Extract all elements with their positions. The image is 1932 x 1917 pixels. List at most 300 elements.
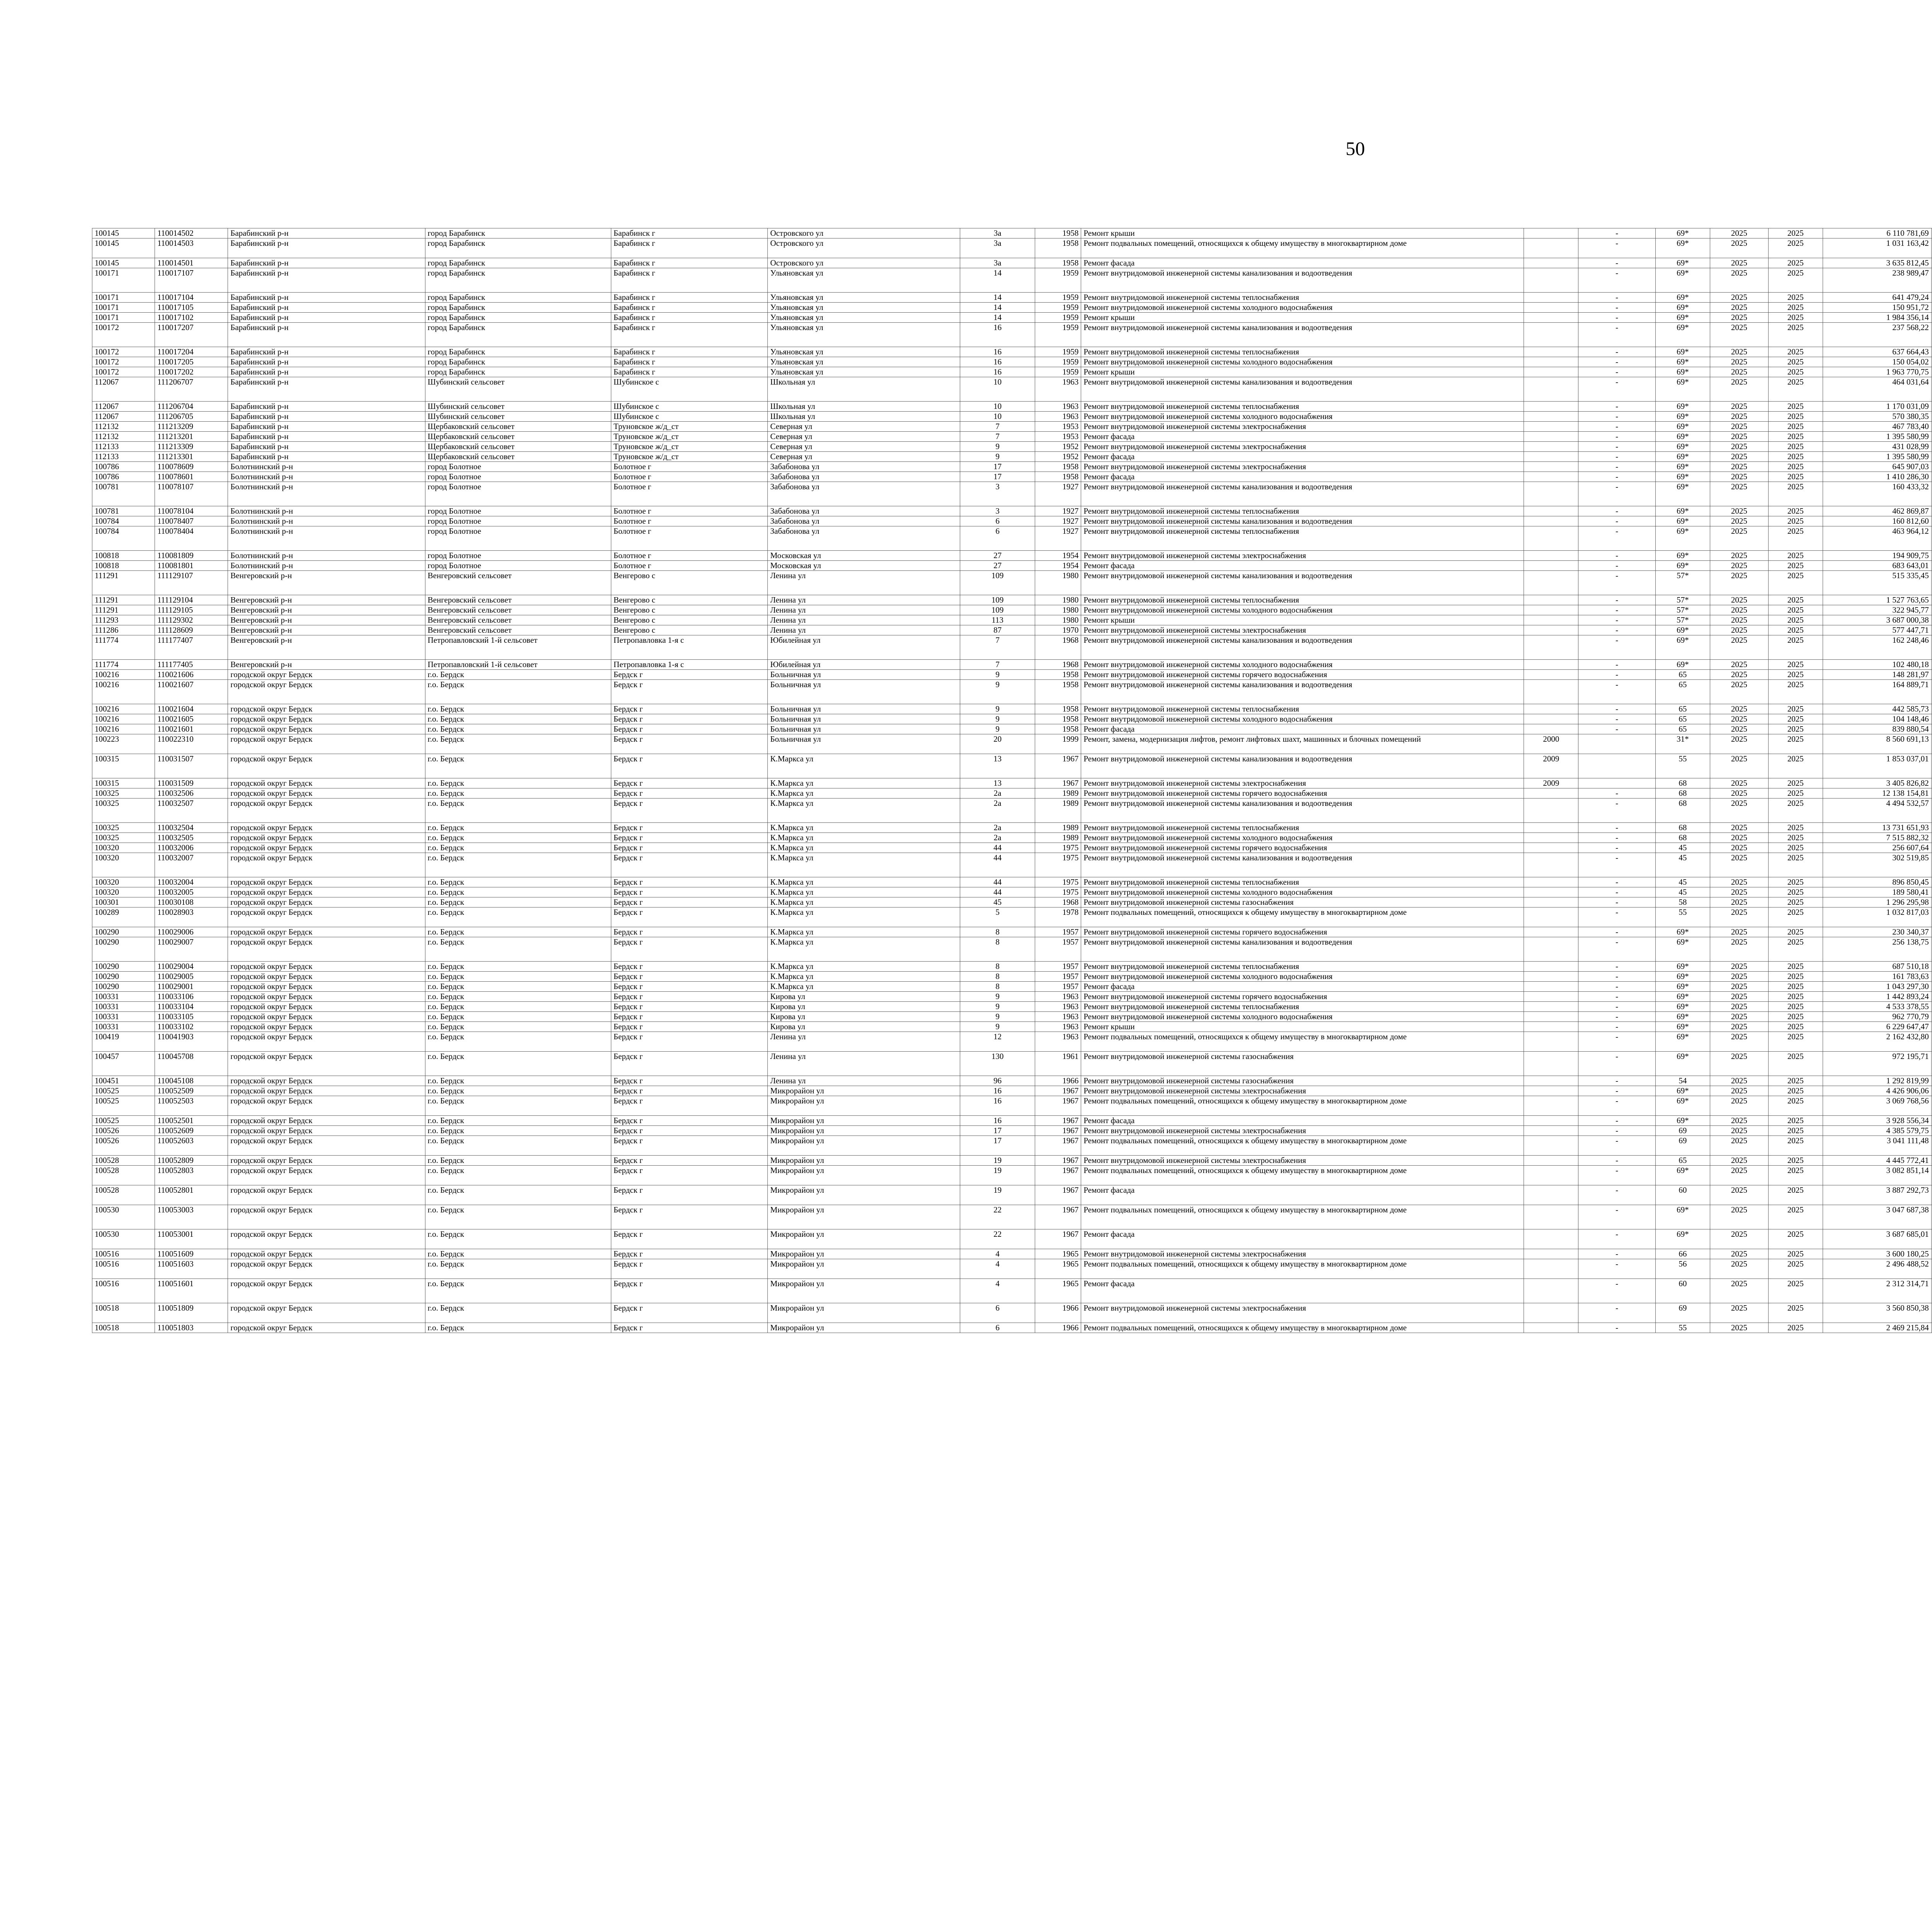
cell-house-id: 100331 [92, 1002, 155, 1012]
cell-house-id: 100325 [92, 788, 155, 798]
cell-plan-year-end: 2025 [1769, 323, 1823, 347]
cell-plan-year-end: 2025 [1769, 798, 1823, 823]
cell-plan-year-end: 2025 [1769, 982, 1823, 992]
cell-dash-mark: - [1578, 462, 1656, 472]
cell-dash-mark: - [1578, 660, 1656, 670]
cell-plan-year-start: 2025 [1710, 551, 1768, 561]
cell-street: Северная ул [768, 442, 960, 452]
cell-wear-percent: 69* [1656, 313, 1710, 323]
cell-work-type: Ремонт внутридомовой инженерной системы канализования и водоотведения [1081, 516, 1524, 526]
cell-dash-mark: - [1578, 605, 1656, 615]
cell-house-number: 17 [960, 1126, 1035, 1136]
cell-work-type: Ремонт внутридомовой инженерной системы горячего водоснабжения [1081, 670, 1524, 680]
cell-wear-percent: 65 [1656, 1156, 1710, 1166]
cell-dash-mark: - [1578, 442, 1656, 452]
cell-last-repair-year [1524, 680, 1578, 704]
cell-district: Барабинский р-н [228, 452, 425, 462]
cell-commission-year: 1959 [1035, 357, 1081, 367]
cell-plan-year-start: 2025 [1710, 432, 1768, 442]
cell-plan-year-start: 2025 [1710, 412, 1768, 422]
cell-street: Московская ул [768, 551, 960, 561]
cell-wear-percent: 69* [1656, 962, 1710, 972]
cell-plan-year-end: 2025 [1769, 1012, 1823, 1022]
table-row [92, 1185, 1932, 1205]
cell-district: Барабинский р-н [228, 422, 425, 432]
cell-total-cost: 150 951,72 [1823, 303, 1931, 313]
cell-municipality: г.о. Бердск [425, 887, 611, 897]
cell-house-number: 19 [960, 1166, 1035, 1185]
cell-plan-year-start: 2025 [1710, 561, 1768, 571]
cell-street: Юбилейная ул [768, 660, 960, 670]
cell-plan-year-end: 2025 [1769, 412, 1823, 422]
cell-last-repair-year [1524, 877, 1578, 887]
cell-street: Микрорайон ул [768, 1185, 960, 1205]
cell-last-repair-year [1524, 992, 1578, 1002]
table-row [92, 268, 1932, 293]
cell-plan-year-end: 2025 [1769, 714, 1823, 724]
cell-locality: Бердск г [611, 1279, 767, 1303]
cell-wear-percent: 31* [1656, 734, 1710, 754]
cell-dash-mark: - [1578, 561, 1656, 571]
cell-plan-year-start: 2025 [1710, 1052, 1768, 1076]
cell-district: городской округ Бердск [228, 877, 425, 887]
cell-house-id: 100451 [92, 1076, 155, 1086]
cell-house-id: 100818 [92, 551, 155, 561]
cell-commission-year: 1963 [1035, 992, 1081, 1002]
cell-dash-mark: - [1578, 1166, 1656, 1185]
cell-district: Барабинский р-н [228, 412, 425, 422]
cell-wear-percent: 56 [1656, 1259, 1710, 1279]
cell-commission-year: 1967 [1035, 754, 1081, 778]
cell-total-cost: 13 731 651,93 [1823, 823, 1931, 833]
cell-work-id: 110052609 [155, 1126, 228, 1136]
cell-wear-percent: 69* [1656, 992, 1710, 1002]
table-row [92, 1116, 1932, 1126]
cell-commission-year: 1965 [1035, 1279, 1081, 1303]
cell-house-number: 7 [960, 635, 1035, 660]
cell-work-id: 110052801 [155, 1185, 228, 1205]
cell-house-number: 4 [960, 1249, 1035, 1259]
cell-plan-year-start: 2025 [1710, 1096, 1768, 1116]
cell-street: Кирова ул [768, 1012, 960, 1022]
cell-work-type: Ремонт внутридомовой инженерной системы холодного водоснабжения [1081, 972, 1524, 982]
cell-last-repair-year [1524, 788, 1578, 798]
cell-dash-mark: - [1578, 992, 1656, 1002]
cell-locality: Бердск г [611, 887, 767, 897]
cell-last-repair-year [1524, 452, 1578, 462]
table-row [92, 714, 1932, 724]
cell-commission-year: 1927 [1035, 526, 1081, 551]
cell-house-id: 100781 [92, 482, 155, 506]
cell-work-type: Ремонт внутридомовой инженерной системы холодного водоснабжения [1081, 605, 1524, 615]
cell-house-id: 100419 [92, 1032, 155, 1052]
cell-total-cost: 189 580,41 [1823, 887, 1931, 897]
cell-plan-year-end: 2025 [1769, 635, 1823, 660]
cell-locality: Болотное г [611, 482, 767, 506]
cell-work-id: 110051609 [155, 1249, 228, 1259]
cell-plan-year-start: 2025 [1710, 843, 1768, 853]
cell-municipality: г.о. Бердск [425, 907, 611, 927]
cell-district: Венгеровский р-н [228, 625, 425, 635]
cell-dash-mark: - [1578, 595, 1656, 605]
cell-work-id: 110041903 [155, 1032, 228, 1052]
cell-dash-mark: - [1578, 1076, 1656, 1086]
cell-dash-mark: - [1578, 1022, 1656, 1032]
table-row [92, 833, 1932, 843]
cell-dash-mark: - [1578, 1032, 1656, 1052]
cell-house-id: 100325 [92, 798, 155, 823]
cell-locality: Петропавловка 1-я с [611, 635, 767, 660]
cell-last-repair-year [1524, 1323, 1578, 1333]
cell-last-repair-year [1524, 625, 1578, 635]
cell-house-id: 100171 [92, 293, 155, 303]
cell-work-id: 110029006 [155, 927, 228, 937]
cell-house-id: 100331 [92, 1022, 155, 1032]
cell-plan-year-end: 2025 [1769, 472, 1823, 482]
cell-work-type: Ремонт внутридомовой инженерной системы холодного водоснабжения [1081, 412, 1524, 422]
cell-wear-percent: 60 [1656, 1185, 1710, 1205]
cell-wear-percent: 69* [1656, 347, 1710, 357]
cell-house-number: 4 [960, 1259, 1035, 1279]
cell-total-cost: 462 869,87 [1823, 506, 1931, 516]
cell-plan-year-end: 2025 [1769, 526, 1823, 551]
cell-dash-mark: - [1578, 1052, 1656, 1076]
cell-district: городской округ Бердск [228, 1126, 425, 1136]
cell-plan-year-start: 2025 [1710, 293, 1768, 303]
cell-house-number: 19 [960, 1185, 1035, 1205]
cell-last-repair-year [1524, 605, 1578, 615]
cell-commission-year: 1975 [1035, 887, 1081, 897]
cell-street: К.Маркса ул [768, 897, 960, 907]
cell-plan-year-start: 2025 [1710, 660, 1768, 670]
cell-plan-year-start: 2025 [1710, 897, 1768, 907]
cell-work-type: Ремонт внутридомовой инженерной системы горячего водоснабжения [1081, 788, 1524, 798]
cell-commission-year: 1958 [1035, 704, 1081, 714]
cell-municipality: Петропавловский 1-й сельсовет [425, 660, 611, 670]
cell-locality: Бердск г [611, 992, 767, 1002]
cell-plan-year-start: 2025 [1710, 788, 1768, 798]
cell-district: городской округ Бердск [228, 724, 425, 734]
cell-total-cost: 1 395 580,99 [1823, 452, 1931, 462]
cell-total-cost: 256 607,64 [1823, 843, 1931, 853]
cell-last-repair-year [1524, 1166, 1578, 1185]
cell-wear-percent: 69* [1656, 258, 1710, 268]
cell-house-number: 17 [960, 1136, 1035, 1156]
cell-house-id: 100528 [92, 1166, 155, 1185]
cell-plan-year-end: 2025 [1769, 422, 1823, 432]
cell-street: Микрорайон ул [768, 1126, 960, 1136]
cell-house-number: 6 [960, 1323, 1035, 1333]
cell-wear-percent: 69* [1656, 402, 1710, 412]
cell-commission-year: 1968 [1035, 635, 1081, 660]
table-row [92, 293, 1932, 303]
cell-last-repair-year [1524, 1136, 1578, 1156]
cell-plan-year-end: 2025 [1769, 1229, 1823, 1249]
cell-district: Барабинский р-н [228, 347, 425, 357]
cell-locality: Бердск г [611, 833, 767, 843]
cell-plan-year-end: 2025 [1769, 1205, 1823, 1229]
cell-work-type: Ремонт внутридомовой инженерной системы газоснабжения [1081, 1076, 1524, 1086]
cell-locality: Болотное г [611, 551, 767, 561]
cell-locality: Бердск г [611, 1126, 767, 1136]
cell-street: К.Маркса ул [768, 833, 960, 843]
cell-street: Микрорайон ул [768, 1279, 960, 1303]
cell-total-cost: 238 989,47 [1823, 268, 1931, 293]
cell-district: городской округ Бердск [228, 1259, 425, 1279]
cell-work-type: Ремонт фасада [1081, 1229, 1524, 1249]
cell-locality: Бердск г [611, 823, 767, 833]
cell-commission-year: 1958 [1035, 462, 1081, 472]
cell-district: городской округ Бердск [228, 907, 425, 927]
cell-district: городской округ Бердск [228, 927, 425, 937]
cell-street: Кирова ул [768, 992, 960, 1002]
cell-municipality: г.о. Бердск [425, 1185, 611, 1205]
cell-plan-year-start: 2025 [1710, 1185, 1768, 1205]
cell-work-id: 110051809 [155, 1303, 228, 1323]
cell-municipality: г.о. Бердск [425, 1096, 611, 1116]
cell-district: городской округ Бердск [228, 962, 425, 972]
cell-commission-year: 1967 [1035, 1116, 1081, 1126]
cell-dash-mark: - [1578, 377, 1656, 402]
cell-plan-year-end: 2025 [1769, 313, 1823, 323]
cell-street: Ульяновская ул [768, 268, 960, 293]
cell-wear-percent: 65 [1656, 680, 1710, 704]
cell-house-number: 19 [960, 1156, 1035, 1166]
cell-house-id: 100290 [92, 927, 155, 937]
cell-street: Ульяновская ул [768, 367, 960, 377]
cell-commission-year: 1966 [1035, 1076, 1081, 1086]
cell-plan-year-end: 2025 [1769, 303, 1823, 313]
table-row [92, 1279, 1932, 1303]
cell-wear-percent: 69* [1656, 1116, 1710, 1126]
cell-wear-percent: 69* [1656, 228, 1710, 238]
cell-last-repair-year [1524, 412, 1578, 422]
cell-locality: Венгерово с [611, 605, 767, 615]
cell-house-number: 2а [960, 823, 1035, 833]
cell-plan-year-end: 2025 [1769, 1249, 1823, 1259]
cell-wear-percent: 69* [1656, 937, 1710, 962]
cell-total-cost: 256 138,75 [1823, 937, 1931, 962]
table-row [92, 1156, 1932, 1166]
cell-house-number: 9 [960, 452, 1035, 462]
cell-house-number: 87 [960, 625, 1035, 635]
cell-plan-year-start: 2025 [1710, 1166, 1768, 1185]
cell-commission-year: 1952 [1035, 452, 1081, 462]
cell-locality: Бердск г [611, 1086, 767, 1096]
cell-municipality: Венгеровский сельсовет [425, 595, 611, 605]
cell-commission-year: 1967 [1035, 778, 1081, 788]
cell-plan-year-start: 2025 [1710, 907, 1768, 927]
cell-street: Ульяновская ул [768, 293, 960, 303]
table-row [92, 516, 1932, 526]
cell-house-number: 16 [960, 367, 1035, 377]
cell-plan-year-start: 2025 [1710, 833, 1768, 843]
cell-work-id: 111177407 [155, 635, 228, 660]
cell-commission-year: 1963 [1035, 377, 1081, 402]
cell-plan-year-start: 2025 [1710, 303, 1768, 313]
cell-work-id: 110051603 [155, 1259, 228, 1279]
cell-total-cost: 1 296 295,98 [1823, 897, 1931, 907]
cell-last-repair-year [1524, 1096, 1578, 1116]
cell-district: городской округ Бердск [228, 1303, 425, 1323]
cell-dash-mark: - [1578, 347, 1656, 357]
cell-municipality: город Болотное [425, 472, 611, 482]
cell-street: Микрорайон ул [768, 1303, 960, 1323]
cell-street: Ульяновская ул [768, 323, 960, 347]
cell-municipality: г.о. Бердск [425, 1229, 611, 1249]
cell-commission-year: 1967 [1035, 1136, 1081, 1156]
cell-last-repair-year [1524, 462, 1578, 472]
cell-plan-year-end: 2025 [1769, 887, 1823, 897]
cell-work-type: Ремонт внутридомовой инженерной системы электроснабжения [1081, 625, 1524, 635]
cell-last-repair-year [1524, 927, 1578, 937]
cell-work-type: Ремонт внутридомовой инженерной системы канализования и водоотведения [1081, 635, 1524, 660]
cell-municipality: г.о. Бердск [425, 1156, 611, 1166]
cell-wear-percent: 69* [1656, 323, 1710, 347]
cell-locality: Бердск г [611, 1205, 767, 1229]
cell-total-cost: 230 340,37 [1823, 927, 1931, 937]
cell-commission-year: 1963 [1035, 1032, 1081, 1052]
cell-house-id: 100290 [92, 972, 155, 982]
cell-municipality: Венгеровский сельсовет [425, 605, 611, 615]
cell-municipality: Венгеровский сельсовет [425, 615, 611, 625]
table-row [92, 1076, 1932, 1086]
cell-commission-year: 1959 [1035, 293, 1081, 303]
cell-plan-year-end: 2025 [1769, 1032, 1823, 1052]
cell-work-id: 110032506 [155, 788, 228, 798]
cell-commission-year: 1927 [1035, 516, 1081, 526]
cell-house-id: 111774 [92, 635, 155, 660]
cell-municipality: г.о. Бердск [425, 724, 611, 734]
table-row [92, 1229, 1932, 1249]
cell-dash-mark: - [1578, 357, 1656, 367]
cell-work-id: 110029001 [155, 982, 228, 992]
cell-total-cost: 645 907,03 [1823, 462, 1931, 472]
cell-street: Ленина ул [768, 595, 960, 605]
cell-house-id: 100320 [92, 853, 155, 877]
cell-plan-year-start: 2025 [1710, 823, 1768, 833]
cell-house-number: 14 [960, 268, 1035, 293]
cell-commission-year: 1963 [1035, 1022, 1081, 1032]
cell-work-type: Ремонт подвальных помещений, относящихся к общему имуществу в многоквартирном доме [1081, 1166, 1524, 1185]
cell-street: Ульяновская ул [768, 303, 960, 313]
cell-commission-year: 1968 [1035, 660, 1081, 670]
cell-last-repair-year [1524, 704, 1578, 714]
cell-house-number: 8 [960, 962, 1035, 972]
cell-house-number: 9 [960, 442, 1035, 452]
cell-work-type: Ремонт внутридомовой инженерной системы горячего водоснабжения [1081, 992, 1524, 1002]
table-row [92, 422, 1932, 432]
cell-dash-mark: - [1578, 1116, 1656, 1126]
cell-plan-year-start: 2025 [1710, 1279, 1768, 1303]
cell-plan-year-end: 2025 [1769, 660, 1823, 670]
cell-last-repair-year [1524, 1032, 1578, 1052]
cell-house-number: 44 [960, 887, 1035, 897]
cell-plan-year-end: 2025 [1769, 1116, 1823, 1126]
table-row [92, 1136, 1932, 1156]
cell-street: К.Маркса ул [768, 843, 960, 853]
cell-work-id: 110051803 [155, 1323, 228, 1333]
cell-house-id: 111774 [92, 660, 155, 670]
cell-wear-percent: 69* [1656, 1052, 1710, 1076]
cell-total-cost: 3 635 812,45 [1823, 258, 1931, 268]
cell-dash-mark: - [1578, 788, 1656, 798]
cell-total-cost: 431 028,99 [1823, 442, 1931, 452]
cell-work-type: Ремонт внутридомовой инженерной системы теплоснабжения [1081, 823, 1524, 833]
cell-total-cost: 1 963 770,75 [1823, 367, 1931, 377]
table-row [92, 1052, 1932, 1076]
cell-last-repair-year [1524, 1279, 1578, 1303]
table-row [92, 927, 1932, 937]
cell-work-id: 110014501 [155, 258, 228, 268]
cell-house-id: 100216 [92, 714, 155, 724]
cell-total-cost: 12 138 154,81 [1823, 788, 1931, 798]
cell-plan-year-end: 2025 [1769, 680, 1823, 704]
cell-locality: Бердск г [611, 1032, 767, 1052]
cell-street: Северная ул [768, 452, 960, 462]
cell-last-repair-year [1524, 571, 1578, 595]
cell-wear-percent: 69* [1656, 412, 1710, 422]
cell-locality: Бердск г [611, 1012, 767, 1022]
cell-locality: Бердск г [611, 798, 767, 823]
table-row [92, 551, 1932, 561]
cell-house-number: 10 [960, 402, 1035, 412]
cell-dash-mark: - [1578, 412, 1656, 422]
cell-municipality: город Болотное [425, 551, 611, 561]
cell-work-type: Ремонт внутридомовой инженерной системы холодного водоснабжения [1081, 660, 1524, 670]
cell-street: Московская ул [768, 561, 960, 571]
cell-last-repair-year [1524, 1022, 1578, 1032]
cell-house-id: 100315 [92, 754, 155, 778]
cell-last-repair-year [1524, 843, 1578, 853]
cell-work-id: 110032507 [155, 798, 228, 823]
cell-municipality: г.о. Бердск [425, 823, 611, 833]
cell-locality: Бердск г [611, 972, 767, 982]
cell-work-id: 110031509 [155, 778, 228, 788]
cell-last-repair-year [1524, 907, 1578, 927]
cell-last-repair-year [1524, 1052, 1578, 1076]
cell-total-cost: 839 880,54 [1823, 724, 1931, 734]
cell-house-id: 100331 [92, 992, 155, 1002]
cell-locality: Барабинск г [611, 323, 767, 347]
cell-work-id: 111213309 [155, 442, 228, 452]
cell-house-id: 112067 [92, 402, 155, 412]
cell-locality: Болотное г [611, 462, 767, 472]
cell-plan-year-end: 2025 [1769, 992, 1823, 1002]
cell-dash-mark: - [1578, 635, 1656, 660]
cell-plan-year-start: 2025 [1710, 238, 1768, 258]
cell-street: К.Маркса ул [768, 927, 960, 937]
cell-wear-percent: 68 [1656, 823, 1710, 833]
table-row [92, 962, 1932, 972]
cell-locality: Бердск г [611, 1323, 767, 1333]
cell-plan-year-start: 2025 [1710, 1022, 1768, 1032]
cell-last-repair-year: 2009 [1524, 754, 1578, 778]
cell-last-repair-year [1524, 982, 1578, 992]
cell-locality: Бердск г [611, 1249, 767, 1259]
cell-dash-mark: - [1578, 1156, 1656, 1166]
cell-commission-year: 1957 [1035, 972, 1081, 982]
cell-work-id: 110017107 [155, 268, 228, 293]
cell-work-type: Ремонт внутридомовой инженерной системы канализования и водоотведения [1081, 798, 1524, 823]
cell-total-cost: 3 928 556,34 [1823, 1116, 1931, 1126]
cell-wear-percent: 57* [1656, 605, 1710, 615]
cell-commission-year: 1980 [1035, 615, 1081, 625]
cell-last-repair-year: 2009 [1524, 778, 1578, 788]
cell-last-repair-year [1524, 897, 1578, 907]
cell-last-repair-year [1524, 853, 1578, 877]
table-row [92, 823, 1932, 833]
